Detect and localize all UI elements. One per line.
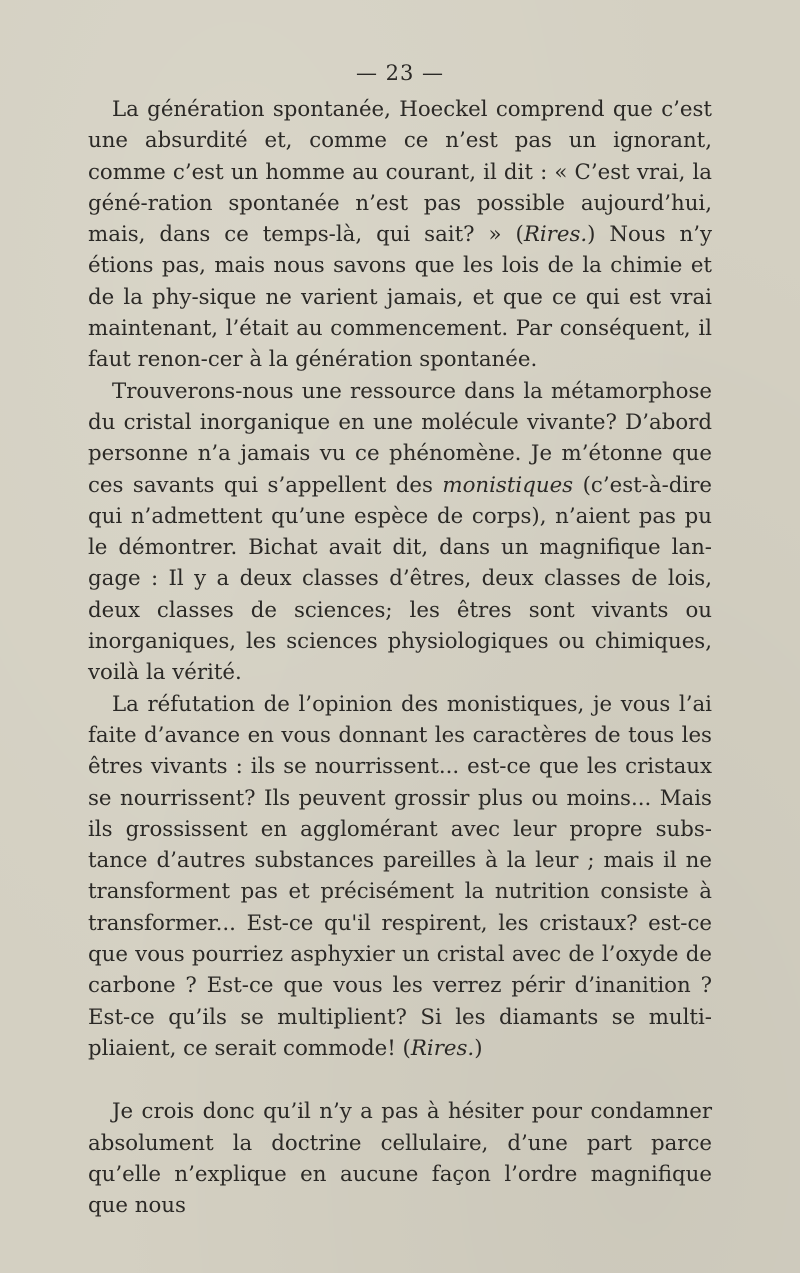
paragraph-2: [88, 376, 712, 689]
paragraph-3: [88, 689, 712, 1065]
text-segment: (c’est-à-dire qui n’admettent qu’une espèce de corps), n’aient pas pu le démontrer. Bichat avait dit, dans un magnifique lan-gage : Il y a deux classes d’êtres, deux classes de lois, deux classes de sciences; les êtres sont vivants ou inorganiques, les sciences physiologiques ou chimiques, voilà la vérité.: [88, 472, 712, 686]
italic-segment: Rires.: [410, 1035, 475, 1061]
text-segment: Trouverons-nous une ressource dans la métamorphose du cristal inorganique en une molécule vivante? D’abord personne n’a jamais vu ce phénomène. Je m’étonne que ces savants qui s’appellent des: [88, 378, 712, 498]
text-segment: Je crois donc qu’il n’y a pas à hésiter pour condamner absolument la doctrine cellulaire, d’une part parce qu’elle n’explique en aucune façon l’ordre magnifique que nous: [88, 1099, 712, 1219]
text-segment: La réfutation de l’opinion des monistiques, je vous l’ai faite d’avance en vous donnant les caractères de tous les êtres vivants : ils se nourrissent... est-ce que les cristaux se nourrissent? Ils peuvent grossir plus ou moins... Mais ils grossissent en agglomérant avec leur propre subs-tance d’autres substances pareilles à la leur ; mais il ne transforment pas et précisément la nutrition consiste à transformer... Est-ce qu'il respirent, les cristaux? est-ce que vous pourriez asphyxier un cristal avec de l’oxyde de carbone ? Est-ce que vous les verrez périr d’inanition ? Est-ce qu’ils se multiplient? Si les diamants se multi-pliaient, ce serait commode! (: [88, 691, 712, 1061]
paragraph-1: [88, 94, 712, 376]
page-number: — 23 —: [355, 61, 445, 85]
paragraph-spacer: [88, 1064, 712, 1096]
paragraph-4: [88, 1096, 712, 1221]
text-segment: La génération spontanée, Hoeckel comprend que c’est une absurdité et, comme ce n’est pas un ignorant, comme c’est un homme au courant, il dit : « C’est vrai, la géné-ration spontanée n’est pas possible aujourd’hui, mais, dans ce temps-là, qui sait? » (: [88, 97, 712, 248]
text-segment: ) Nous n’y étions pas, mais nous savons que les lois de la chimie et de la phy-sique ne varient jamais, et que ce qui est vrai maintenant, l’était au commencement. Par conséquent, il faut renon-cer à la génération spontanée.: [88, 222, 712, 373]
italic-segment: monistiques: [442, 472, 574, 498]
italic-segment: Rires.: [523, 222, 588, 248]
text-segment: ): [474, 1035, 483, 1061]
